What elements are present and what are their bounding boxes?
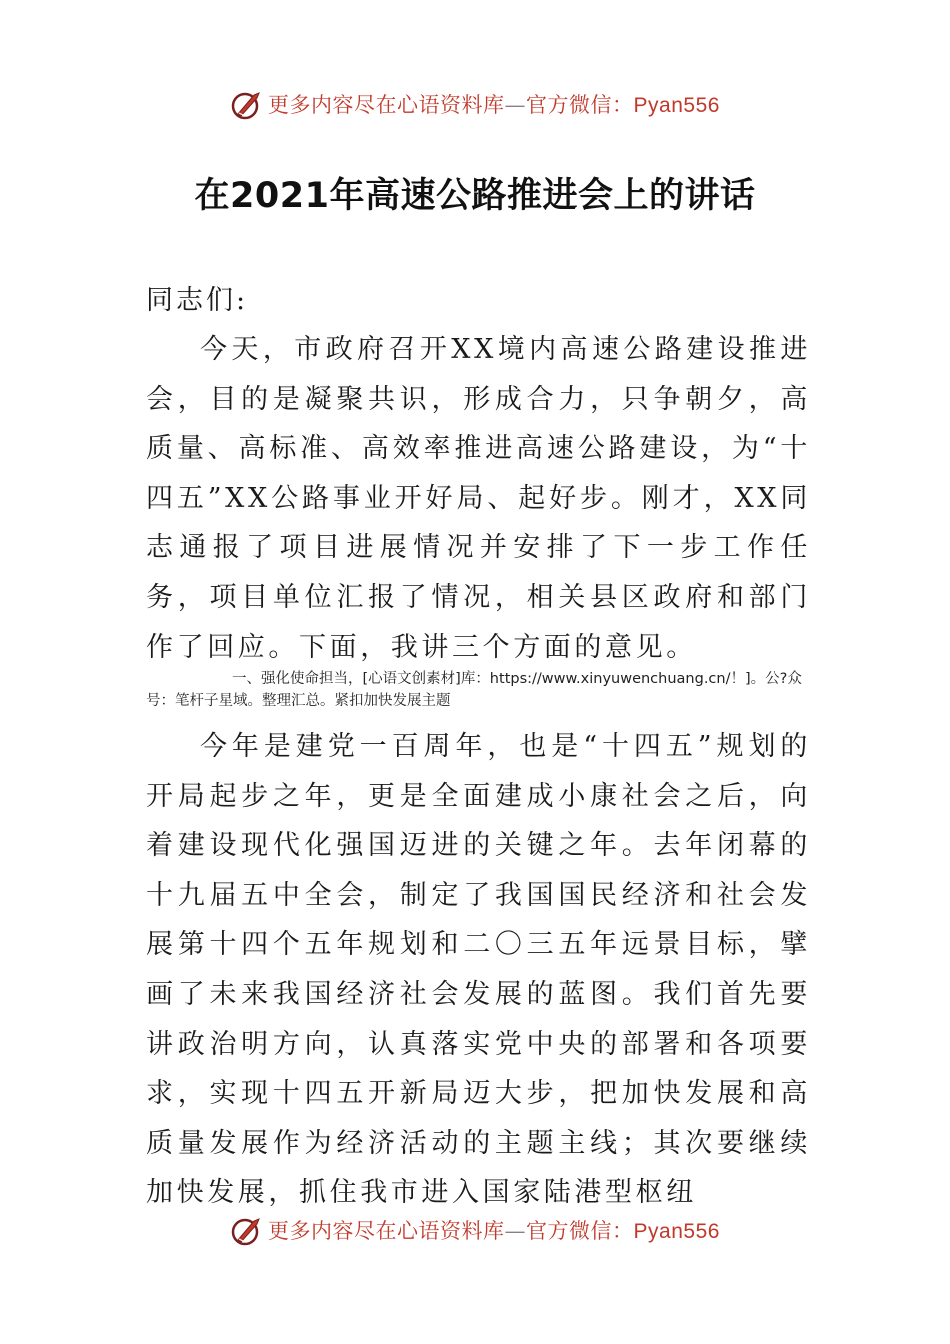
- header-banner-dash: —: [504, 93, 527, 117]
- header-banner-wechat-label: 官方微信：: [526, 93, 634, 117]
- footer-banner-wechat-label: 官方微信：: [526, 1219, 634, 1243]
- pen-nib-logo-icon: [230, 1213, 264, 1247]
- document-title: 在2021年高速公路推进会上的讲话: [194, 176, 756, 216]
- salutation: 同志们:: [146, 285, 249, 316]
- header-banner-wechat-id: Pyan556: [633, 94, 720, 117]
- paragraph-2: 今年是建党一百周年，也是“十四五”规划的开局起步之年，更是全面建成小康社会之后，向着建设现代化强国迈进的关键之年。去年闭幕的十九届五中全会，制定了我国国民经济和社会发展第十四个五年规划和二〇三五年远景目标，擘画了未来我国经济社会发展的蓝图。我们首先要讲政治明方向，认真落实党中央的部署和各项要求，实现十四五开新局迈大步，把加快发展和高质量发展作为经济活动的主题主线；其次要继续加快发展，抓住我市进入国家陆港型枢纽: [146, 731, 811, 1209]
- footer-banner: [0, 1210, 950, 1250]
- footer-banner-dash: —: [504, 1219, 527, 1243]
- header-banner-main: 更多内容尽在心语资料库: [268, 93, 505, 117]
- section-note-text: 一、强化使命担当，[心语文创素材]库：https://www.xinyuwenchuang.cn/！]。公?众号：笔杆子星域。整理汇总。紧扣加快发展主题: [146, 671, 802, 709]
- footer-banner-wechat-id: Pyan556: [633, 1220, 720, 1243]
- pen-nib-logo-icon: [230, 87, 264, 121]
- section-heading-note: [146, 668, 816, 712]
- header-banner: [0, 84, 950, 124]
- footer-banner-text: [268, 1215, 720, 1245]
- header-banner-text: [268, 89, 720, 119]
- footer-banner-main: 更多内容尽在心语资料库: [268, 1219, 505, 1243]
- paragraph-1: 今天，市政府召开XX境内高速公路建设推进会，目的是凝聚共识，形成合力，只争朝夕，高质量、高标准、高效率推进高速公路建设，为“十四五”XX公路事业开好局、起好步。刚才，XX同志通报了项目进展情况并安排了下一步工作任务，项目单位汇报了情况，相关县区政府和部门作了回应。下面，我讲三个方面的意见。: [146, 334, 811, 663]
